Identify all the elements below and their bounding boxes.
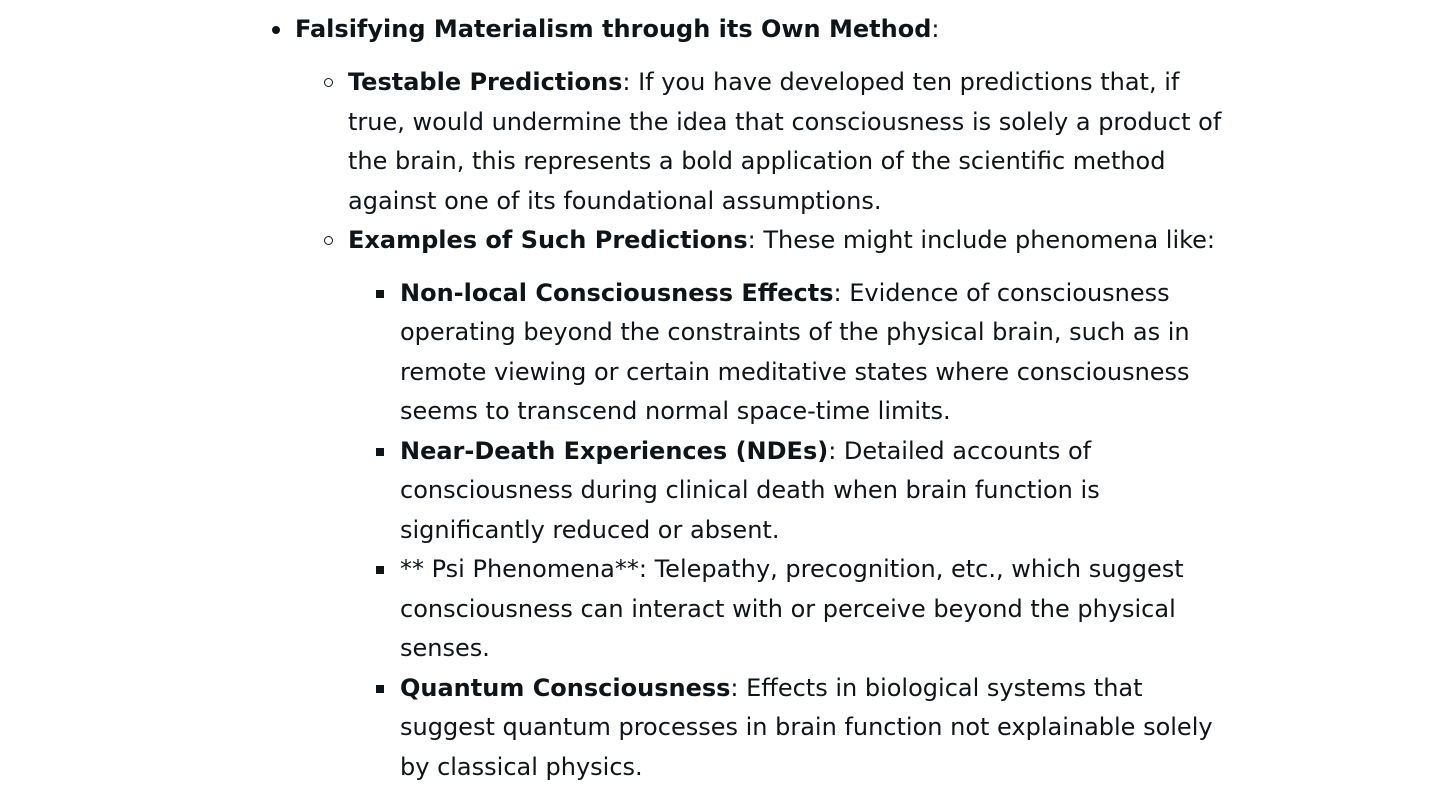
item-text: : If you have developed ten predictions that, if true, would undermine the idea that consciousness is solely a product of the brain, this represents a bold application of the scientific method against one of its foundational assumptions. [348,68,1222,215]
list-item-non-local-consciousness [400,274,1236,432]
example-bold-text: Quantum Consciousness [400,673,731,702]
item-bold-text: Examples of Such Predictions [348,226,748,254]
bullet-square-icon [376,290,384,298]
examples-list [400,274,1236,788]
top-level-list [295,10,995,50]
heading-bold-text: Falsifying Materialism through its Own Method [295,15,932,43]
bullet-disc-icon [272,26,280,34]
example-text: : Detailed accounts of consciousness during clinical death when brain function is significantly reduced or absent. [400,436,1100,544]
example-bold-text: Non-local Consciousness Effects [400,278,834,307]
bullet-circle-icon [324,236,333,245]
list-item-near-death-experiences [400,432,1236,551]
sub-list [348,63,1228,787]
example-text: : Effects in biological systems that suggest quantum processes in brain function not explainable solely by classical physics. [400,673,1213,781]
bullet-square-icon [376,685,384,693]
item-bold-text: Testable Predictions [348,68,623,96]
list-item-examples-of-predictions [348,221,1228,787]
example-text: ** Psi Phenomena**: Telepathy, precognition, etc., which suggest consciousness can interact with or perceive beyond the physical senses. [400,555,1184,662]
list-item-psi-phenomena [400,550,1236,669]
list-item-testable-predictions [348,63,1228,221]
example-bold-text: Near-Death Experiences (NDEs) [400,436,829,465]
bullet-circle-icon [324,78,333,87]
bullet-square-icon [376,566,384,574]
example-text: : Evidence of consciousness operating beyond the constraints of the physical brain, such as in remote viewing or certain meditative states where consciousness seems to transcend normal space-time limits. [400,278,1190,425]
list-item-falsifying-materialism [295,10,995,50]
bullet-square-icon [376,448,384,456]
list-item-quantum-consciousness [400,669,1236,788]
heading-suffix: : [931,15,940,43]
item-text: : These might include phenomena like: [747,226,1216,254]
